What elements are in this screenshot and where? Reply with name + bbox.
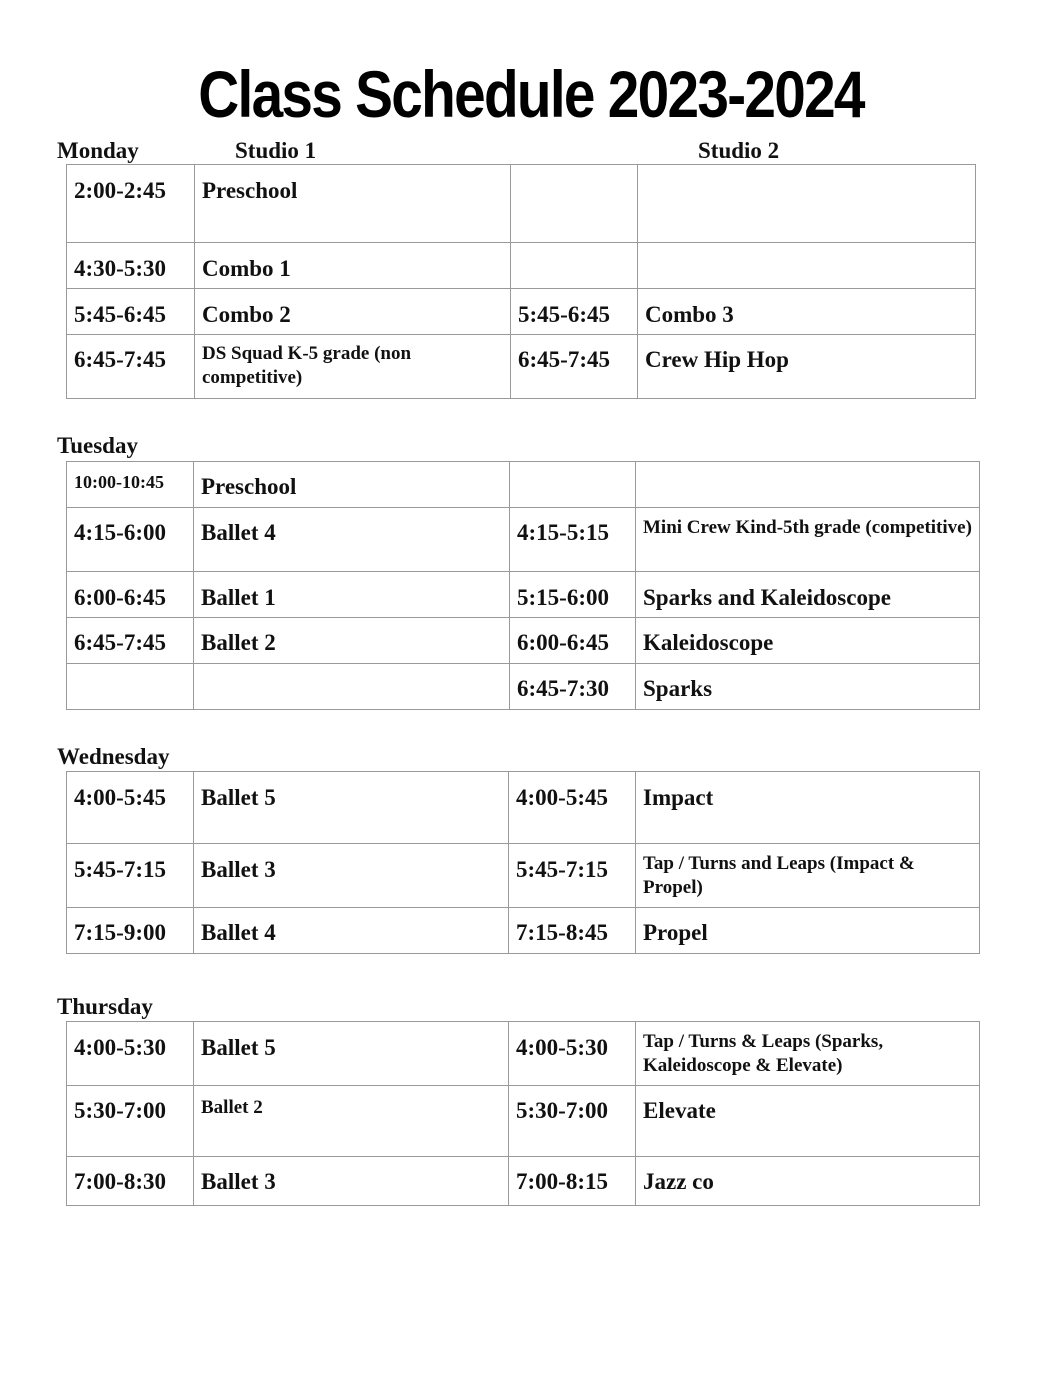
studio-2-class: Propel xyxy=(636,908,980,954)
studio-1-class xyxy=(194,664,510,710)
studio-2-time: 4:00-5:45 xyxy=(509,772,636,844)
studio-2-class: Impact xyxy=(636,772,980,844)
day-label-thursday: Thursday xyxy=(57,994,153,1019)
studio-1-time: 6:45-7:45 xyxy=(67,335,195,399)
studio-2-time xyxy=(510,462,636,508)
page-title: Class Schedule 2023-2024 xyxy=(198,57,864,131)
studio-2-class: Tap / Turns and Leaps (Impact & Propel) xyxy=(636,844,980,908)
studio-1-time xyxy=(67,664,194,710)
table-row xyxy=(67,1022,980,1086)
studio-2-time: 5:45-6:45 xyxy=(511,289,638,335)
table-row xyxy=(67,289,976,335)
table-row xyxy=(67,844,980,908)
table-row xyxy=(67,618,980,664)
studio-2-time: 5:45-7:15 xyxy=(509,844,636,908)
studio-1-class: Ballet 5 xyxy=(194,772,509,844)
studio-1-header: Studio 1 xyxy=(235,138,317,163)
monday-table xyxy=(66,164,976,399)
studio-1-time: 6:45-7:45 xyxy=(67,618,194,664)
studio-2-time: 5:15-6:00 xyxy=(510,572,636,618)
studio-2-time: 5:30-7:00 xyxy=(509,1086,636,1157)
studio-1-time: 10:00-10:45 xyxy=(67,462,194,508)
studio-1-class: Ballet 4 xyxy=(194,508,510,572)
studio-1-class: Ballet 4 xyxy=(194,908,509,954)
studio-1-class: Ballet 1 xyxy=(194,572,510,618)
studio-1-class: Ballet 2 xyxy=(194,618,510,664)
studio-1-time: 5:45-6:45 xyxy=(67,289,195,335)
studio-1-time: 4:15-6:00 xyxy=(67,508,194,572)
studio-2-time: 6:45-7:45 xyxy=(511,335,638,399)
table-row xyxy=(67,335,976,399)
day-label-wednesday: Wednesday xyxy=(57,744,170,769)
studio-2-time: 4:00-5:30 xyxy=(509,1022,636,1086)
table-row xyxy=(67,165,976,243)
day-label-tuesday: Tuesday xyxy=(57,433,138,458)
studio-2-class: Combo 3 xyxy=(638,289,976,335)
studio-2-class xyxy=(638,165,976,243)
table-row xyxy=(67,508,980,572)
studio-2-time xyxy=(511,243,638,289)
studio-2-class: Sparks xyxy=(636,664,980,710)
table-row xyxy=(67,243,976,289)
studio-1-time: 6:00-6:45 xyxy=(67,572,194,618)
tuesday-table xyxy=(66,461,980,710)
studio-1-class: Preschool xyxy=(195,165,511,243)
wednesday-table xyxy=(66,771,980,954)
studio-2-time: 7:15-8:45 xyxy=(509,908,636,954)
table-row xyxy=(67,462,980,508)
studio-1-class: Ballet 5 xyxy=(194,1022,509,1086)
studio-2-time: 7:00-8:15 xyxy=(509,1157,636,1206)
studio-1-class: Preschool xyxy=(194,462,510,508)
studio-1-class: Ballet 3 xyxy=(194,844,509,908)
studio-2-class: Sparks and Kaleidoscope xyxy=(636,572,980,618)
studio-2-class xyxy=(638,243,976,289)
day-label-monday: Monday xyxy=(57,138,139,163)
studio-2-header: Studio 2 xyxy=(698,138,780,163)
table-row xyxy=(67,908,980,954)
studio-1-class: Combo 2 xyxy=(195,289,511,335)
studio-1-time: 7:15-9:00 xyxy=(67,908,194,954)
studio-2-time xyxy=(511,165,638,243)
studio-2-class: Mini Crew Kind-5th grade (competitive) xyxy=(636,508,980,572)
studio-2-class: Elevate xyxy=(636,1086,980,1157)
studio-1-time: 4:30-5:30 xyxy=(67,243,195,289)
studio-1-time: 4:00-5:30 xyxy=(67,1022,194,1086)
studio-1-class: Combo 1 xyxy=(195,243,511,289)
studio-2-time: 6:45-7:30 xyxy=(510,664,636,710)
studio-2-time: 4:15-5:15 xyxy=(510,508,636,572)
studio-2-time: 6:00-6:45 xyxy=(510,618,636,664)
studio-1-class: DS Squad K-5 grade (non competitive) xyxy=(195,335,511,399)
studio-1-time: 5:30-7:00 xyxy=(67,1086,194,1157)
studio-2-class xyxy=(636,462,980,508)
table-row xyxy=(67,572,980,618)
studio-2-class: Crew Hip Hop xyxy=(638,335,976,399)
studio-1-time: 4:00-5:45 xyxy=(67,772,194,844)
studio-2-class: Jazz co xyxy=(636,1157,980,1206)
studio-1-time: 5:45-7:15 xyxy=(67,844,194,908)
studio-1-time: 2:00-2:45 xyxy=(67,165,195,243)
table-row xyxy=(67,1157,980,1206)
thursday-table xyxy=(66,1021,980,1206)
studio-1-class: Ballet 3 xyxy=(194,1157,509,1206)
studio-2-class: Kaleidoscope xyxy=(636,618,980,664)
table-row xyxy=(67,664,980,710)
studio-2-class: Tap / Turns & Leaps (Sparks, Kaleidoscope & Elevate) xyxy=(636,1022,980,1086)
studio-1-time: 7:00-8:30 xyxy=(67,1157,194,1206)
studio-1-class: Ballet 2 xyxy=(194,1086,509,1157)
table-row xyxy=(67,1086,980,1157)
table-row xyxy=(67,772,980,844)
